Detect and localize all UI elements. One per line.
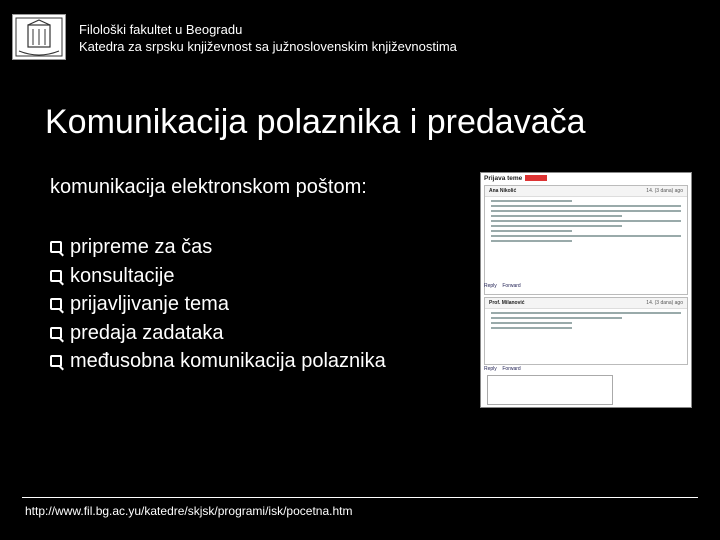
forward-link[interactable]: Forward: [502, 283, 521, 289]
text-line: [491, 225, 622, 227]
bullet-item: prijavljivanje tema: [50, 290, 386, 319]
faculty-name: Filološki fakultet u Beogradu: [79, 22, 243, 37]
email-screenshot: [480, 172, 692, 408]
text-line: [491, 240, 572, 242]
bullet-box-icon: [50, 327, 62, 339]
email-sender: Ana Nikolić: [489, 188, 517, 194]
bullet-box-icon: [50, 355, 62, 367]
bullet-item: predaja zadataka: [50, 319, 386, 348]
bullet-box-icon: [50, 270, 62, 282]
bullet-item: pripreme za čas: [50, 233, 386, 262]
reply-link[interactable]: Reply: [484, 366, 497, 372]
email-message-header: [485, 298, 687, 309]
text-line: [491, 230, 572, 232]
slide-subtitle: komunikacija elektronskom poštom:: [50, 176, 367, 198]
reply-actions: [484, 283, 521, 289]
text-line: [491, 215, 622, 217]
department-name: Katedra za srpsku književnost sa južnoslovenskim književnostima: [79, 39, 457, 54]
footer-url[interactable]: http://www.fil.bg.ac.yu/katedre/skjsk/programi/isk/pocetna.htm: [25, 504, 353, 518]
bullet-item: konsultacije: [50, 262, 386, 291]
text-line: [491, 220, 681, 222]
label-badge: [525, 175, 547, 181]
faculty-logo: [12, 14, 66, 60]
text-line: [491, 235, 681, 237]
bullet-box-icon: [50, 298, 62, 310]
text-line: [491, 322, 572, 324]
slide-title: Komunikacija polaznika i predavača: [45, 103, 586, 141]
email-subject: Prijava teme: [484, 175, 523, 182]
reply-actions: [484, 366, 521, 372]
text-line: [491, 210, 681, 212]
forward-link[interactable]: Forward: [502, 366, 521, 372]
text-line: [491, 317, 622, 319]
footer-divider: [22, 497, 698, 498]
email-sender: Prof. Milanović: [489, 300, 525, 306]
email-date: 14. (3 dana) ago: [646, 300, 683, 306]
bullet-box-icon: [50, 241, 62, 253]
email-message: [484, 297, 688, 365]
email-message: [484, 185, 688, 295]
bullet-list: [50, 233, 386, 376]
text-line: [491, 312, 681, 314]
text-line: [491, 205, 681, 207]
reply-textarea[interactable]: [487, 375, 613, 405]
reply-link[interactable]: Reply: [484, 283, 497, 289]
bullet-item: međusobna komunikacija polaznika: [50, 347, 386, 376]
text-line: [491, 200, 572, 202]
email-message-header: [485, 186, 687, 197]
email-date: 14. (3 dana) ago: [646, 188, 683, 194]
text-line: [491, 327, 572, 329]
